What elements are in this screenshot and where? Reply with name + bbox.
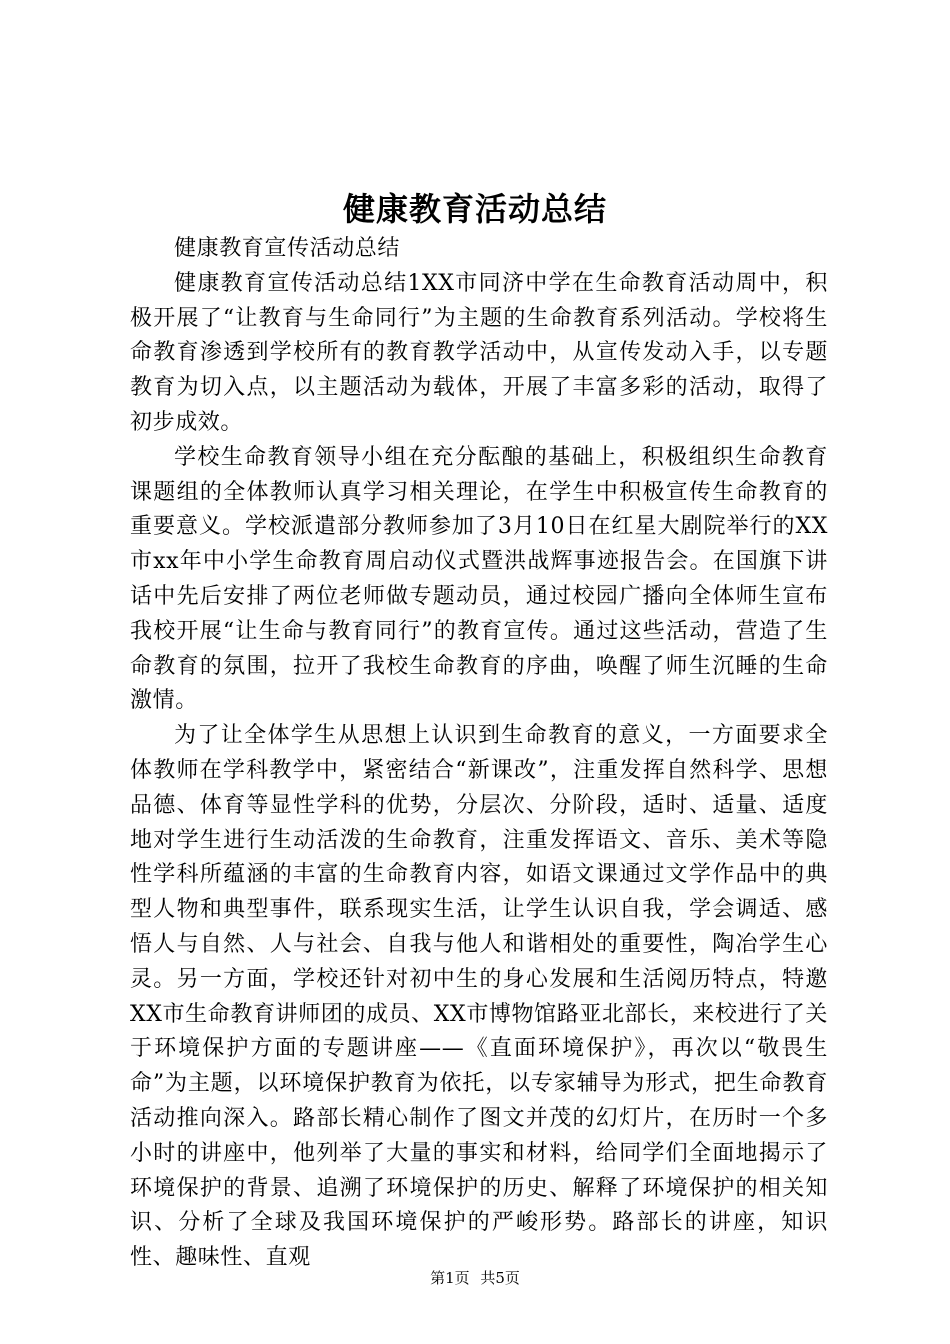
paragraph-leadership: 学校生命教育领导小组在充分酝酿的基础上，积极组织生命教育课题组的全体教师认真学习相关理论，在学生中积极宣传生命教育的重要意义。学校派遣部分教师参加了3月10日在红星大剧院举行的XX市xx年中小学生命教育周启动仪式暨洪战辉事迹报告会。在国旗下讲话中先后安排了两位老师做专题动员，通过校园广播向全体师生宣布我校开展“让生命与教育同行”的教育宣传。通过这些活动，营造了生命教育的氛围，拉开了我校生命教育的序曲，唤醒了师生沉睡的生命激情。 — [130, 444, 828, 714]
document-title: 健康教育活动总结 — [342, 190, 607, 228]
paragraph-subtitle: 健康教育宣传活动总结 — [174, 236, 401, 261]
paragraph-intro: 健康教育宣传活动总结1XX市同济中学在生命教育活动周中，积极开展了“让教育与生命同行”为主题的生命教育系列活动。学校将生命教育渗透到学校所有的教育教学活动中，从宣传发动入手，以专题教育为切入点，以主题活动为载体，开展了丰富多彩的活动，取得了初步成效。 — [130, 270, 828, 435]
page-number: 第1页 — [430, 1269, 470, 1287]
document-body — [130, 232, 828, 1276]
page-footer — [0, 1268, 950, 1288]
page-total: 共5页 — [480, 1269, 520, 1287]
paragraph-teaching: 为了让全体学生从思想上认识到生命教育的意义，一方面要求全体教师在学科教学中，紧密结合“新课改”，注重发挥自然科学、思想品德、体育等显性学科的优势，分层次、分阶段，适时、适量、适度地对学生进行生动活泼的生命教育，注重发挥语文、音乐、美术等隐性学科所蕴涵的丰富的生命教育内容，如语文课通过文学作品中的典型人物和典型事件，联系现实生活，让学生认识自我，学会调适、感悟人与自然、人与社会、自我与他人和谐相处的重要性，陶冶学生心灵。另一方面，学校还针对初中生的身心发展和生活阅历特点，特邀XX市生命教育讲师团的成员、XX市博物馆路亚北部长，来校进行了关于环境保护方面的专题讲座——《直面环境保护》，再次以“敬畏生命”为主题，以环境保护教育为依托，以专家辅导为形式，把生命教育活动推向深入。路部长精心制作了图文并茂的幻灯片，在历时一个多小时的讲座中，他列举了大量的事实和材料，给同学们全面地揭示了环境保护的背景、追溯了环境保护的历史、解释了环境保护的相关知识、分析了全球及我国环境保护的严峻形势。路部长的讲座，知识性、趣味性、直观 — [130, 723, 828, 1271]
